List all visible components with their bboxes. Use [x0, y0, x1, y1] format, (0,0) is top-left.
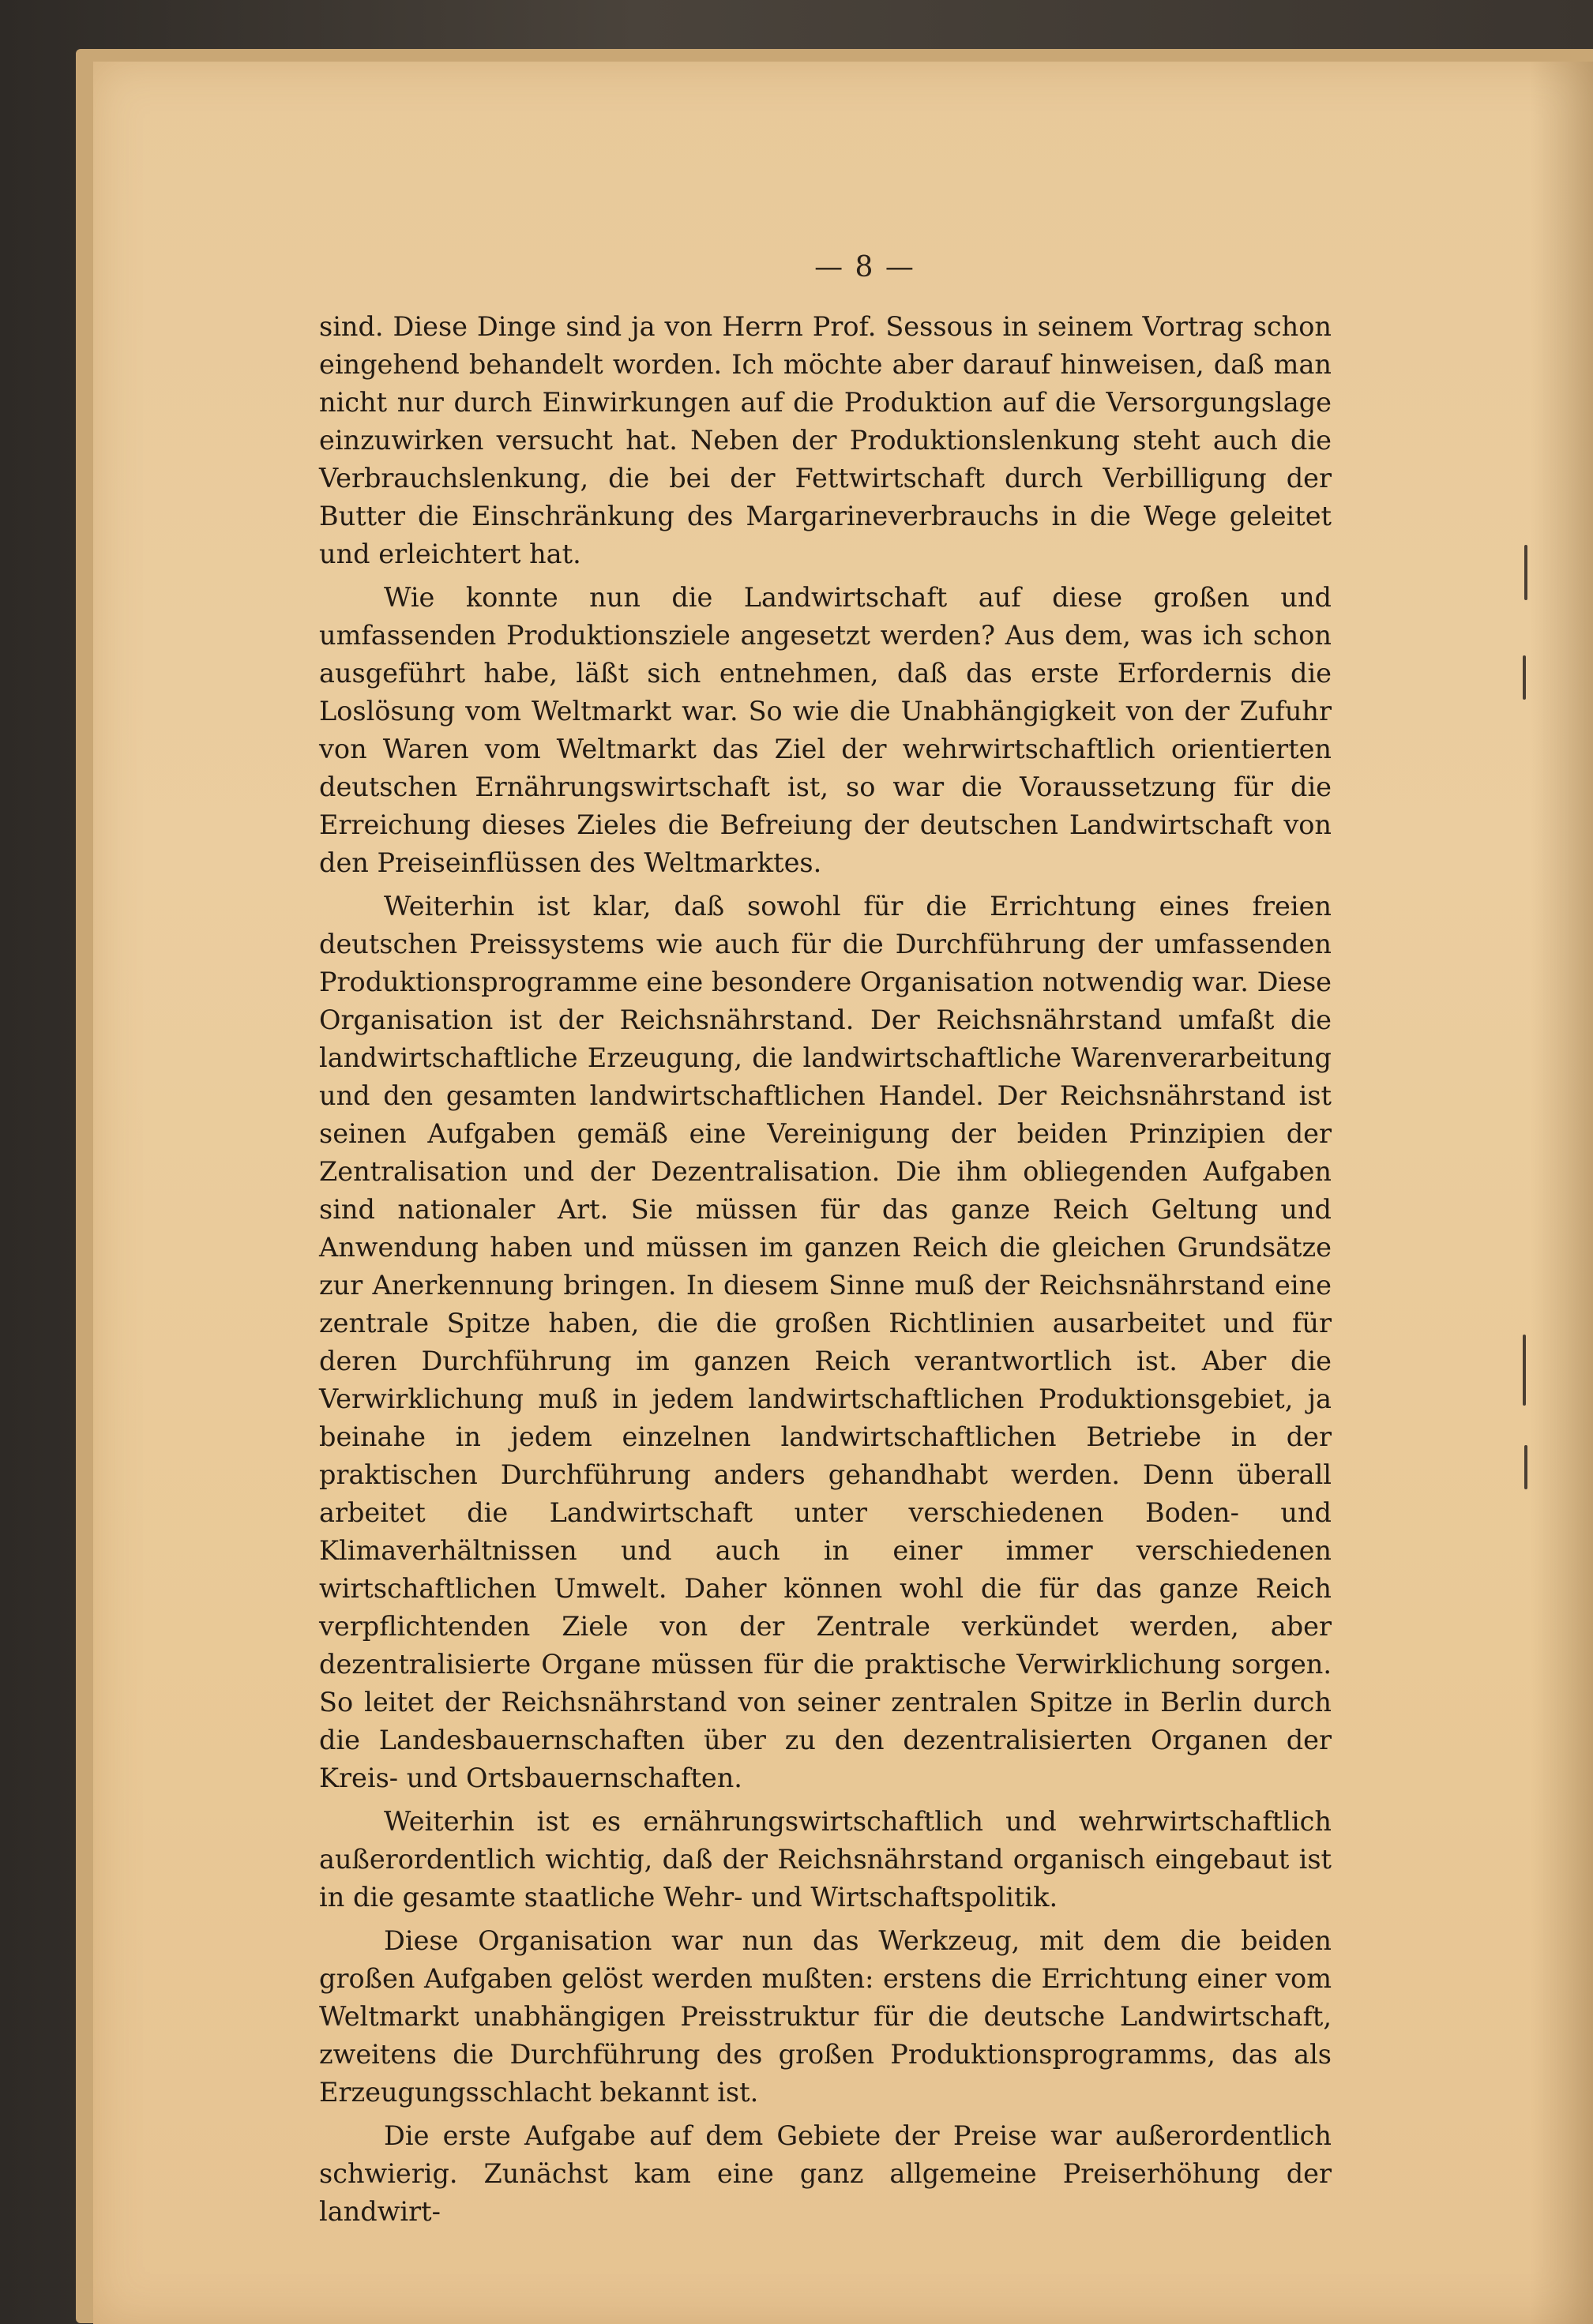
- margin-mark: [1524, 545, 1527, 600]
- body-text: [319, 308, 1332, 2236]
- margin-mark: [1523, 1335, 1526, 1406]
- paragraph: Weiterhin ist es ernährungswirtschaftlich und wehrwirtschaftlich außerordentlich wichtig, daß der Reichsnährstand organisch eingebaut ist in die gesamte staatliche Wehr- und Wirtschaftspolitik.: [319, 1806, 1332, 1913]
- paragraph: Wie konnte nun die Landwirtschaft auf diese großen und umfassenden Produktionsziele angesetzt werden? Aus dem, was ich schon ausgeführt habe, läßt sich entnehmen, daß das erste Erfordernis die Loslösung vom Weltmarkt war. So wie die Unabhängigkeit von der Zufuhr von Waren vom Weltmarkt das Ziel der wehrwirtschaftlich orientierten deutschen Ernährungswirtschaft ist, so war die Voraussetzung für die Erreichung dieses Zieles die Befreiung der deutschen Landwirtschaft von den Preiseinflüssen des Weltmarktes.: [319, 582, 1332, 878]
- margin-mark: [1523, 655, 1526, 700]
- paragraph: Diese Organisation war nun das Werkzeug, mit dem die beiden großen Aufgaben gelöst werden mußten: erstens die Errichtung einer vom Weltmarkt unabhängigen Preisstruktur für die deutsche Landwirtschaft, zweitens die Durchführung des großen Produktionsprogramms, das als Erzeugungsschlacht bekannt ist.: [319, 1925, 1332, 2108]
- paragraph: Die erste Aufgabe auf dem Gebiete der Preise war außerordentlich schwierig. Zunächst kam eine ganz allgemeine Preiserhöhung der landwirt-: [319, 2120, 1332, 2227]
- margin-mark: [1524, 1445, 1527, 1489]
- page-number: — 8 —: [814, 251, 915, 283]
- paragraph: Weiterhin ist klar, daß sowohl für die Errichtung eines freien deutschen Preissystems wie auch für die Durchführung der umfassenden Produktionsprogramme eine besondere Organisation notwendig war. Diese Organisation ist der Reichsnährstand. Der Reichsnährstand umfaßt die landwirtschaftliche Erzeugung, die landwirtschaftliche Warenverarbeitung und den gesamten landwirtschaftlichen Handel. Der Reichsnährstand ist seinen Aufgaben gemäß eine Vereinigung der beiden Prinzipien der Zentralisation und der Dezentralisation. Die ihm obliegenden Aufgaben sind nationaler Art. Sie müssen für das ganze Reich Geltung und Anwendung haben und müssen im ganzen Reich die gleichen Grundsätze zur Anerkennung bringen. In diesem Sinne muß der Reichsnährstand eine zentrale Spitze haben, die die großen Richtlinien ausarbeitet und für deren Durchführung im ganzen Reich verantwortlich ist. Aber die Verwirklichung muß in jedem landwirtschaftlichen Produktionsgebiet, ja beinahe in jedem einzelnen landwirtschaftlichen Betriebe in der praktischen Durchführung anders gehandhabt werden. Denn überall arbeitet die Landwirtschaft unter verschiedenen Boden- und Klimaverhältnissen und auch in einer immer verschiedenen wirtschaftlichen Umwelt. Daher können wohl die für das ganze Reich verpflichtenden Ziele von der Zentrale verkündet werden, aber dezentralisierte Organe müssen für die praktische Verwirklichung sorgen. So leitet der Reichsnährstand von seiner zentralen Spitze in Berlin durch die Landesbauernschaften über zu den dezentralisierten Organen der Kreis- und Ortsbauernschaften.: [319, 891, 1332, 1793]
- paragraph: sind. Diese Dinge sind ja von Herrn Prof. Sessous in seinem Vortrag schon eingehend behandelt worden. Ich möchte aber darauf hinweisen, daß man nicht nur durch Einwirkungen auf die Produktion auf die Versorgungslage einzuwirken versucht hat. Neben der Produktionslenkung steht auch die Verbrauchslenkung, die bei der Fettwirtschaft durch Verbilligung der Butter die Einschränkung des Margarineverbrauchs in die Wege geleitet und erleichtert hat.: [319, 311, 1332, 569]
